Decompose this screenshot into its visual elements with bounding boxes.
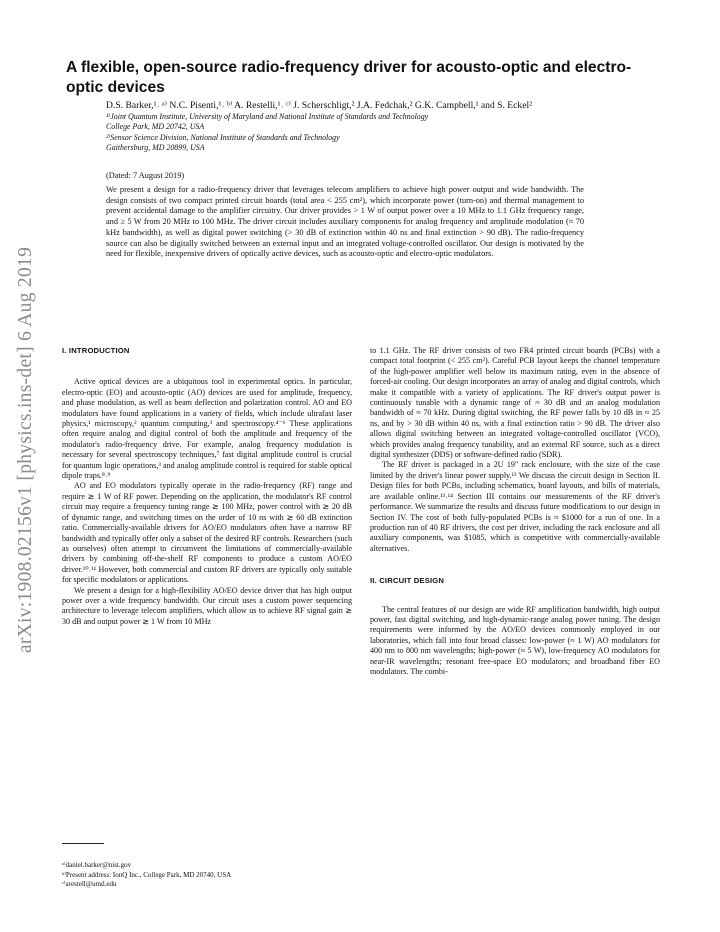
author-list: D.S. Barker,¹˒ ᵃ⁾ N.C. Pisenti,¹˒ ᵇ⁾ A. Restelli,¹˒ ᶜ⁾ J. Scherschligt,² J.A. Fedchak,² G.K. Campbell,¹ and S. Eckel² xyxy=(106,100,533,111)
paper-title: A flexible, open-source radio-frequency driver for acousto-optic and electro-optic devices xyxy=(66,59,632,96)
footnote-rule xyxy=(62,843,104,844)
left-column xyxy=(62,346,352,627)
footnotes xyxy=(62,861,352,890)
intro-paragraph-2: AO and EO modulators typically operate in the radio-frequency (RF) range and require ≳ 1 W of RF power. Depending on the application, the modulator's RF control circuit may require a frequency tuning range ≳ 100 MHz, power control with ≳ 20 dB of dynamic range, and switching times on the order of 10 ns with ≳ 60 dB extinction ratio. Commercially-available drivers for AO/EO modulators often have a narrow RF bandwidth and typically offer only a subset of the desired RF controls. Researchers (such as ourselves) often attempt to circumvent the limitations of commercially-available drivers by combining off-the-shelf RF components to produce a custom AO/EO driver.¹⁰˒¹¹ However, both commercial and custom RF drivers are typically only suitable for specific modulators or applications. xyxy=(62,481,352,585)
affiliation-line: College Park, MD 20742, USA xyxy=(106,122,205,132)
circuit-design-paragraph-1: The central features of our design are wide RF amplification bandwidth, high output power, fast digital switching, and high-dynamic-range analog power tuning. The design requirements were informed by the AO/EO devices commonly employed in our laboratories, which fall into four broad classes: low-power (≈ 1 W) AO modulators for 400 nm to 800 nm wavelengths; high-power (≈ 5 W), low-frequency AO modulators for near-IR wavelengths; resonant free-space EO modulators; and broadband fiber EO modulators. The combi- xyxy=(370,604,660,676)
footnote-email-barker: ᵃ⁾daniel.barker@nist.gov xyxy=(62,861,132,869)
section-heading-introduction: I. INTRODUCTION xyxy=(62,346,130,355)
affiliation-line: ¹⁾Joint Quantum Institute, University of Maryland and National Institute of Standards and Technology xyxy=(106,112,429,121)
footnote-email-restelli: ᶜ⁾arestell@umd.edu xyxy=(62,880,117,888)
footnote-present-address: ᵇ⁾Present address: IonQ Inc., College Park, MD 20740, USA xyxy=(62,870,232,879)
right-column xyxy=(370,346,660,677)
date-line: (Dated: 7 August 2019) xyxy=(106,171,185,180)
arxiv-side-identifier xyxy=(8,230,44,670)
intro-paragraph-4: The RF driver is packaged in a 2U 19" rack enclosure, with the size of the case limited by the driver's linear power supply.¹² We discuss the circuit design in Section II. Design files for both PCBs, including schematics, board layouts, and bills of materials, are available online.¹³˒¹⁴ Section III contains our measurements of the RF driver's performance. We summarize the results and discuss future modifications to our design in Section IV. The cost of both fully-populated PCBs is ≈ $1000 for a run of one. In a production run of 40 RF drivers, the cost per driver, including the rack enclosure and all auxiliary components, was $1085, which is competitive with commercially-available alternatives. xyxy=(370,460,660,553)
affiliations xyxy=(106,112,666,153)
intro-paragraph-continued: to 1.1 GHz. The RF driver consists of two FR4 printed circuit boards (PCBs) with a compact total footprint (< 255 cm²). Careful PCB layout keeps the channel temperature of the high-power amplifier well below its maximum rating, even in the absence of forced-air cooling. Our design incorporates an array of analog and digital controls, which make it compatible with a variety of applications. The RF driver's output power is continuously tunable with a dynamic range of ≈ 30 dB and an analog modulation bandwidth of ≈ 70 kHz. During digital switching, the RF power falls by 10 dB in ≈ 25 ns, and by > 30 dB within 40 ns, with a final extinction ratio > 90 dB. The driver also allows digital switching between an integrated voltage-controlled oscillator (VCO), which provides analog frequency tunability, and an external RF source, such as a direct digital synthesizer (DDS) or software-defined radio (SDR). xyxy=(370,346,660,460)
intro-paragraph-1: Active optical devices are a ubiquitous tool in experimental optics. In particular, electro-optic (EO) and acousto-optic (AO) devices are used for amplitude, frequency, and phase modulation, as well as beam deflection and polarization control. AO and EO modulators have found applications in a variety of fields, which include ultrafast laser physics,¹ microscopy,² quantum computing,³ and spectroscopy.⁴⁻⁶ These applications often require analog and digital control of both the amplitude and frequency of the modulator's radio-frequency drive. For example, analog frequency modulation is necessary for several spectroscopy techniques,⁷ fast digital amplitude control is crucial for quantum logic operations,³ and analog amplitude control is required for stable optical dipole traps.⁸˒⁹ xyxy=(62,377,352,481)
section-heading-circuit-design: II. CIRCUIT DESIGN xyxy=(370,576,445,586)
intro-paragraph-3: We present a design for a high-flexibility AO/EO device driver that has high output power over a wide frequency bandwidth. Our circuit uses a custom power sequencing architecture to leverage telecom amplifiers, which allow us to achieve RF signal gain ≳ 30 dB and output power ≳ 1 W from 10 MHz xyxy=(62,585,352,626)
abstract: We present a design for a radio-frequency driver that leverages telecom amplifiers to achieve high power output and wide bandwidth. The design consists of two compact printed circuit boards (total area < 255 cm²), which incorporate power (turn-on) and thermal management to prevent accidental damage to the amplifier circuitry. Our driver provides > 1 W of output power over a 10 MHz to 1.1 GHz frequency range, and ≥ 5 W from 20 MHz to 100 MHz. The driver circuit includes auxiliary components for analog frequency and amplitude modulation (≈ 70 kHz bandwidth), as well as digital power switching (> 30 dB of extinction within 40 ns and final extinction > 90 dB). The radio-frequency source can also be digitally switched between an external input and an integrated voltage-controlled oscillator. Our design is motivated by the need for flexible, inexpensive drivers of optically active devices, such as acousto-optic and electro-optic modulators. xyxy=(106,185,584,259)
arxiv-id-text: arXiv:1908.02156v1 [physics.ins-det] 6 Aug 2019 xyxy=(15,246,37,654)
affiliation-line: Gaithersburg, MD 20899, USA xyxy=(106,142,205,152)
affiliation-line: ²⁾Sensor Science Division, National Institute of Standards and Technology xyxy=(106,132,340,142)
